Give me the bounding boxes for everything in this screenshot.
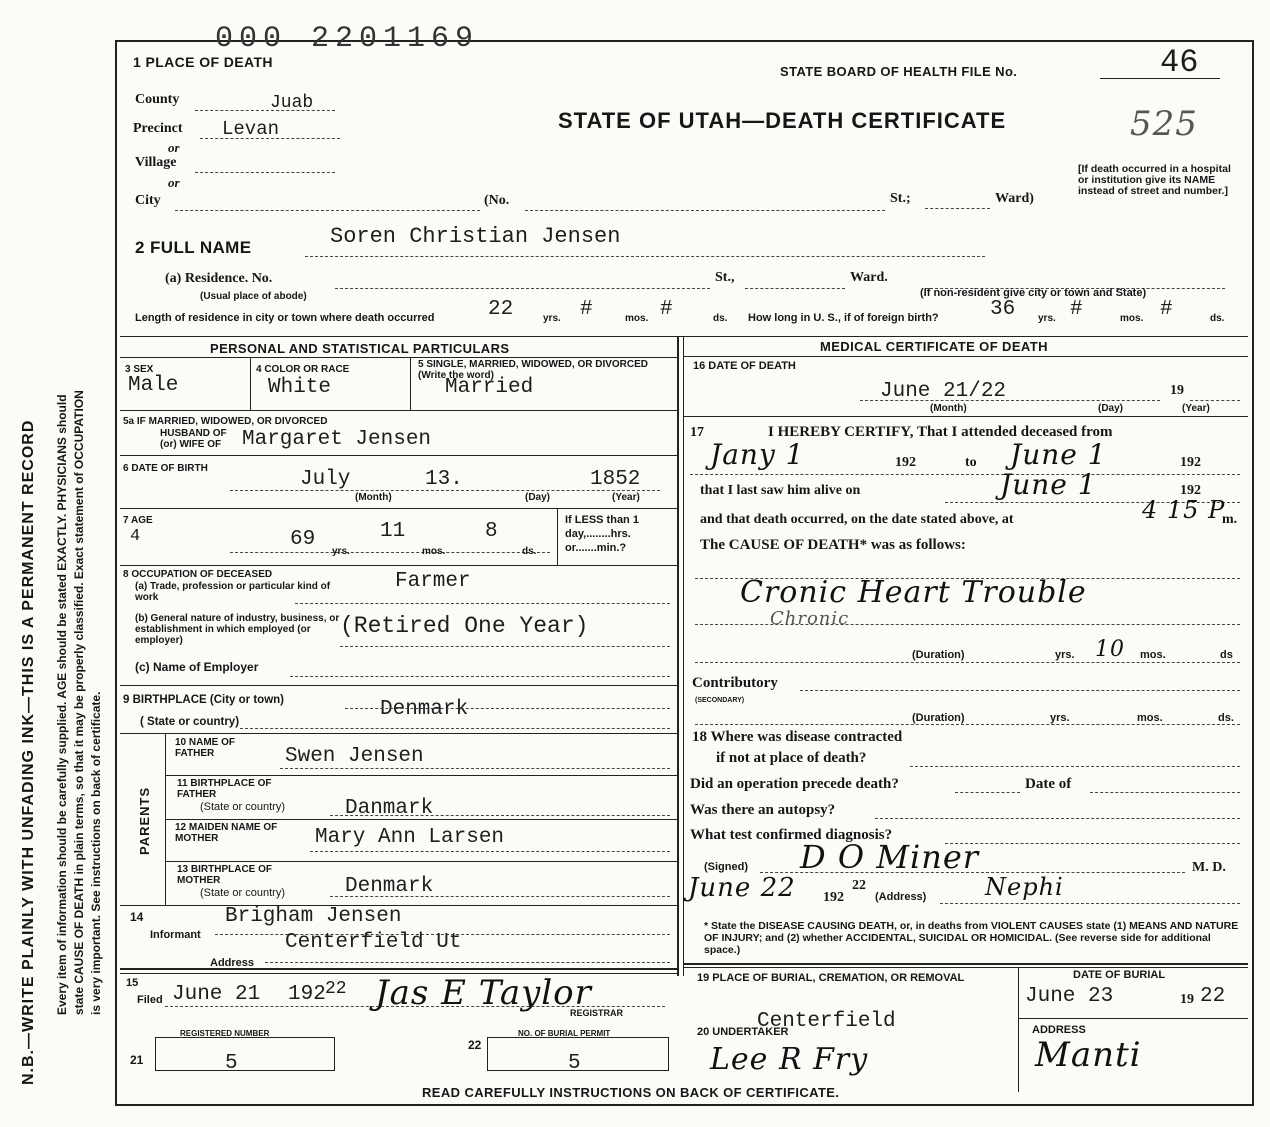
operation-date-label: Date of bbox=[1025, 776, 1072, 792]
less-than-day-label: If LESS than 1 day,........hrs. or.......min.? bbox=[565, 514, 639, 554]
secondary-label: (SECONDARY) bbox=[695, 697, 745, 704]
occupation-a-label: (a) Trade, profession or particular kind of work bbox=[135, 581, 331, 603]
registrar-signature: Jas E Taylor bbox=[375, 973, 592, 1013]
burial-permit-label: NO. OF BURIAL PERMIT bbox=[518, 1029, 611, 1038]
us-mos-label: mos. bbox=[1120, 313, 1144, 324]
residence-yrs-label: yrs. bbox=[543, 313, 561, 324]
husband-of-label: HUSBAND OF bbox=[160, 428, 227, 439]
mother-value: Mary Ann Larsen bbox=[315, 826, 505, 849]
registered-number-label: REGISTERED NUMBER bbox=[180, 1029, 270, 1038]
dob-year-caption: (Year) bbox=[612, 492, 640, 503]
informant-value: Brigham Jensen bbox=[225, 905, 402, 928]
attended-to-year: 192 bbox=[1180, 455, 1201, 470]
time-m: m. bbox=[1222, 512, 1238, 527]
board-file-label: STATE BOARD OF HEALTH FILE No. bbox=[780, 64, 1018, 79]
race-label: 4 COLOR OR RACE bbox=[256, 364, 350, 375]
handwritten-number: 525 bbox=[1130, 104, 1198, 144]
informant-label: Informant bbox=[150, 929, 201, 941]
employer-label: (c) Name of Employer bbox=[135, 660, 259, 674]
certify-text: I HEREBY CERTIFY, That I attended deceased from bbox=[768, 424, 1113, 440]
residence-years: 22 bbox=[488, 298, 514, 321]
registered-number-value: 5 bbox=[225, 1052, 238, 1075]
last-saw-date: June 1 bbox=[1000, 468, 1097, 501]
us-years: 36 bbox=[990, 298, 1016, 321]
sex-label: 3 SEX bbox=[125, 364, 154, 375]
signed-label: (Signed) bbox=[704, 861, 748, 873]
dod-day-caption: (Day) bbox=[1098, 403, 1124, 414]
or-text-2: or bbox=[168, 175, 180, 190]
medical-header: MEDICAL CERTIFICATE OF DEATH bbox=[820, 339, 1048, 354]
age-mark: 4 bbox=[130, 527, 141, 546]
duration2-yrs: yrs. bbox=[1050, 712, 1070, 724]
duration2-mos: mos. bbox=[1137, 712, 1163, 724]
registered-number-box bbox=[155, 1037, 335, 1071]
mother-name-label: 12 MAIDEN NAME OF MOTHER bbox=[175, 822, 278, 844]
us-residence-label: How long in U. S., if of foreign birth? bbox=[748, 312, 939, 324]
signature-date: June 22 bbox=[688, 873, 796, 903]
dod-month-caption: (Month) bbox=[930, 403, 967, 414]
age-ds-label: ds. bbox=[522, 546, 537, 557]
filed-year-prefix: 192 bbox=[288, 983, 326, 1006]
date-of-death-19: 19 bbox=[1170, 383, 1184, 398]
burial-year-suffix: 22 bbox=[1200, 985, 1226, 1008]
us-yrs-label: yrs. bbox=[1038, 313, 1056, 324]
contributory-label: Contributory bbox=[692, 675, 778, 691]
father-birthplace-label: 11 BIRTHPLACE OF FATHER bbox=[177, 778, 272, 800]
us-ds-label: ds. bbox=[1210, 313, 1225, 324]
address-label: Address bbox=[210, 957, 255, 969]
certificate-title: STATE OF UTAH—DEATH CERTIFICATE bbox=[558, 108, 1007, 133]
place-of-death-label: 1 PLACE OF DEATH bbox=[133, 54, 273, 70]
wife-of-label: (or) WIFE OF bbox=[160, 439, 222, 450]
duration-mos: mos. bbox=[1140, 649, 1166, 661]
attended-from-year: 192 bbox=[895, 455, 916, 470]
street-no-label: (No. bbox=[484, 193, 510, 208]
mother-birthplace-label: 13 BIRTHPLACE OF MOTHER bbox=[177, 864, 273, 886]
death-occurred-label: and that death occurred, on the date stated above, at bbox=[700, 512, 1014, 527]
file-number: 46 bbox=[1160, 44, 1199, 81]
attended-to: June 1 bbox=[1010, 438, 1107, 471]
occupation-label: 8 OCCUPATION OF DECEASED bbox=[123, 569, 273, 580]
q18-label-1: 18 Where was disease contracted bbox=[692, 729, 903, 745]
street-label: St.; bbox=[890, 191, 911, 206]
cause-value: Cronic Heart Trouble bbox=[740, 575, 1087, 610]
burial-place-label: 19 PLACE OF BURIAL, CREMATION, OR REMOVAL bbox=[697, 972, 965, 984]
informant-address: Centerfield Ut bbox=[285, 931, 462, 954]
burial-place-value: Centerfield bbox=[757, 1010, 896, 1033]
certify-number: 17 bbox=[690, 425, 704, 440]
residence-months: # bbox=[580, 298, 593, 321]
last-saw-year: 192 bbox=[1180, 483, 1201, 498]
burial-date-label: DATE OF BURIAL bbox=[1073, 969, 1166, 981]
age-years: 69 bbox=[290, 528, 316, 551]
side-notice-line-2: Every item of information should be carefully supplied. AGE should be stated EXACTLY. PHYSICIANS should bbox=[55, 394, 69, 1015]
cause-footnote: * State the DISEASE CAUSING DEATH, or, in deaths from VIOLENT CAUSES state (1) MEANS AND NATURE OF INJURY; and (2) whether ACCIDENTAL, SUICIDAL OR HOMICIDAL. (See reverse side for additional space.) bbox=[704, 920, 1239, 956]
parents-label: PARENTS bbox=[137, 786, 152, 855]
side-notice-line-3: state CAUSE OF DEATH in plain terms, so that it may be properly classified. Exact statement of OCCUPATION bbox=[72, 390, 86, 1015]
duration2-label: (Duration) bbox=[912, 712, 965, 724]
physician-signature: D O Miner bbox=[800, 838, 980, 876]
abode-note: (Usual place of abode) bbox=[200, 291, 307, 302]
duration-label: (Duration) bbox=[912, 649, 965, 661]
county-value: Juab bbox=[270, 93, 314, 113]
personal-header: PERSONAL AND STATISTICAL PARTICULARS bbox=[210, 341, 510, 356]
dob-month: July bbox=[300, 468, 351, 491]
mother-birthplace-sub: (State or country) bbox=[200, 887, 285, 899]
father-birthplace-sub: (State or country) bbox=[200, 801, 285, 813]
duration-ds: ds bbox=[1220, 649, 1233, 661]
cause-label: The CAUSE OF DEATH* was as follows: bbox=[700, 537, 966, 553]
county-label: County bbox=[135, 92, 180, 107]
occupation-value: Farmer bbox=[395, 570, 471, 593]
age-days: 8 bbox=[485, 520, 498, 543]
father-name-label: 10 NAME OF FATHER bbox=[175, 737, 236, 759]
test-question: What test confirmed diagnosis? bbox=[690, 827, 893, 843]
father-birthplace-value: Danmark bbox=[345, 797, 434, 820]
burial-date: June 23 bbox=[1025, 985, 1114, 1008]
or-text-1: or bbox=[168, 140, 180, 155]
date-of-death-label: 16 DATE OF DEATH bbox=[693, 360, 796, 372]
duration-yrs: yrs. bbox=[1055, 649, 1075, 661]
precinct-value: Levan bbox=[222, 118, 280, 140]
residence-ds-label: ds. bbox=[713, 313, 728, 324]
md-label: M. D. bbox=[1192, 860, 1226, 875]
occupation-b-label: (b) General nature of industry, business, or establishment in which employed (or employer) bbox=[135, 613, 340, 646]
physician-address: Nephi bbox=[985, 873, 1064, 901]
industry-value: (Retired One Year) bbox=[340, 613, 589, 639]
full-name-value: Soren Christian Jensen bbox=[330, 224, 621, 249]
attended-from: Jany 1 bbox=[710, 438, 805, 471]
attended-to-label: to bbox=[965, 455, 977, 470]
burial-permit-prefix: 22 bbox=[468, 1038, 482, 1052]
cause-correction: Chronic bbox=[770, 608, 850, 629]
marital-value: Married bbox=[445, 376, 534, 399]
ward-label: Ward) bbox=[995, 191, 1034, 206]
signature-year-prefix: 192 bbox=[823, 890, 844, 905]
dod-year-caption: (Year) bbox=[1182, 403, 1210, 414]
father-value: Swen Jensen bbox=[285, 745, 424, 768]
time-of-death: 4 15 P bbox=[1142, 496, 1226, 524]
duration-months: 10 bbox=[1095, 637, 1125, 662]
dob-month-caption: (Month) bbox=[355, 492, 392, 503]
residence-street-label: St., bbox=[715, 270, 735, 285]
birthplace-value: Denmark bbox=[380, 698, 469, 721]
residence-label: (a) Residence. No. bbox=[165, 271, 273, 286]
operation-question: Did an operation precede death? bbox=[690, 776, 899, 792]
burial-permit-value: 5 bbox=[568, 1052, 581, 1075]
burial-address-value: Manti bbox=[1035, 1035, 1142, 1075]
age-label: 7 AGE bbox=[123, 515, 153, 526]
dob-day: 13. bbox=[425, 468, 463, 491]
date-of-death-value: June 21/22 bbox=[880, 380, 1007, 403]
q18-label-2: if not at place of death? bbox=[716, 750, 867, 766]
undertaker-value: Lee R Fry bbox=[710, 1042, 869, 1077]
filed-year-suffix: 22 bbox=[325, 979, 347, 999]
us-days: # bbox=[1160, 298, 1173, 321]
hospital-note: [If death occurred in a hospital or institution give its NAME instead of street and number.] bbox=[1078, 163, 1231, 197]
signature-year-suffix: 22 bbox=[852, 878, 866, 893]
last-saw-label: that I last saw him alive on bbox=[700, 483, 861, 498]
city-label: City bbox=[135, 193, 161, 208]
dob-day-caption: (Day) bbox=[525, 492, 551, 503]
age-mos-label: mos. bbox=[422, 546, 446, 557]
length-residence-label: Length of residence in city or town where death occurred bbox=[135, 312, 435, 324]
residence-ward-label: Ward. bbox=[850, 270, 888, 285]
marital-label: 5 SINGLE, MARRIED, WIDOWED, OR DIVORCED (Write the word) bbox=[418, 359, 649, 381]
undertaker-label: 20 UNDERTAKER bbox=[697, 1026, 789, 1038]
spouse-value: Margaret Jensen bbox=[242, 428, 432, 451]
filed-number: 15 bbox=[126, 977, 139, 989]
informant-number: 14 bbox=[130, 910, 144, 924]
birthplace-label: 9 BIRTHPLACE (City or town) bbox=[123, 694, 284, 706]
full-name-label: 2 FULL NAME bbox=[135, 238, 252, 257]
village-label: Village bbox=[135, 155, 177, 170]
us-months: # bbox=[1070, 298, 1083, 321]
residence-mos-label: mos. bbox=[625, 313, 649, 324]
burial-address-label: ADDRESS bbox=[1032, 1024, 1086, 1036]
dob-label: 6 DATE OF BIRTH bbox=[123, 463, 208, 474]
spouse-label: 5a IF MARRIED, WIDOWED, OR DIVORCED bbox=[123, 416, 328, 427]
residence-days: # bbox=[660, 298, 673, 321]
footer-instructions: READ CAREFULLY INSTRUCTIONS ON BACK OF CERTIFICATE. bbox=[422, 1085, 840, 1100]
sex-value: Male bbox=[128, 374, 179, 397]
filed-label: Filed bbox=[137, 994, 163, 1006]
dob-year: 1852 bbox=[590, 468, 641, 491]
registered-number-prefix: 21 bbox=[130, 1053, 144, 1067]
nonresident-note: (If non-resident give city or town and State) bbox=[920, 287, 1147, 299]
birthplace-sub-label: ( State or country) bbox=[140, 716, 240, 728]
side-notice-line-4: is very important. See instructions on back of certificate. bbox=[89, 691, 103, 1015]
registrar-label: REGISTRAR bbox=[570, 1008, 624, 1018]
race-value: White bbox=[268, 376, 332, 399]
filed-date: June 21 bbox=[172, 983, 261, 1006]
mother-birthplace-value: Denmark bbox=[345, 875, 434, 898]
age-yrs-label: yrs. bbox=[332, 546, 350, 557]
physician-address-label: (Address) bbox=[875, 891, 927, 903]
age-months: 11 bbox=[380, 520, 406, 543]
duration2-ds: ds. bbox=[1218, 712, 1234, 724]
burial-year-prefix: 19 bbox=[1180, 992, 1194, 1007]
file-number-stamp: 000 2201169 bbox=[215, 22, 480, 56]
side-notice-main: N.B.—WRITE PLAINLY WITH UNFADING INK—THIS IS A PERMANENT RECORD bbox=[20, 419, 37, 1085]
precinct-label: Precinct bbox=[133, 121, 183, 136]
autopsy-question: Was there an autopsy? bbox=[690, 802, 836, 818]
